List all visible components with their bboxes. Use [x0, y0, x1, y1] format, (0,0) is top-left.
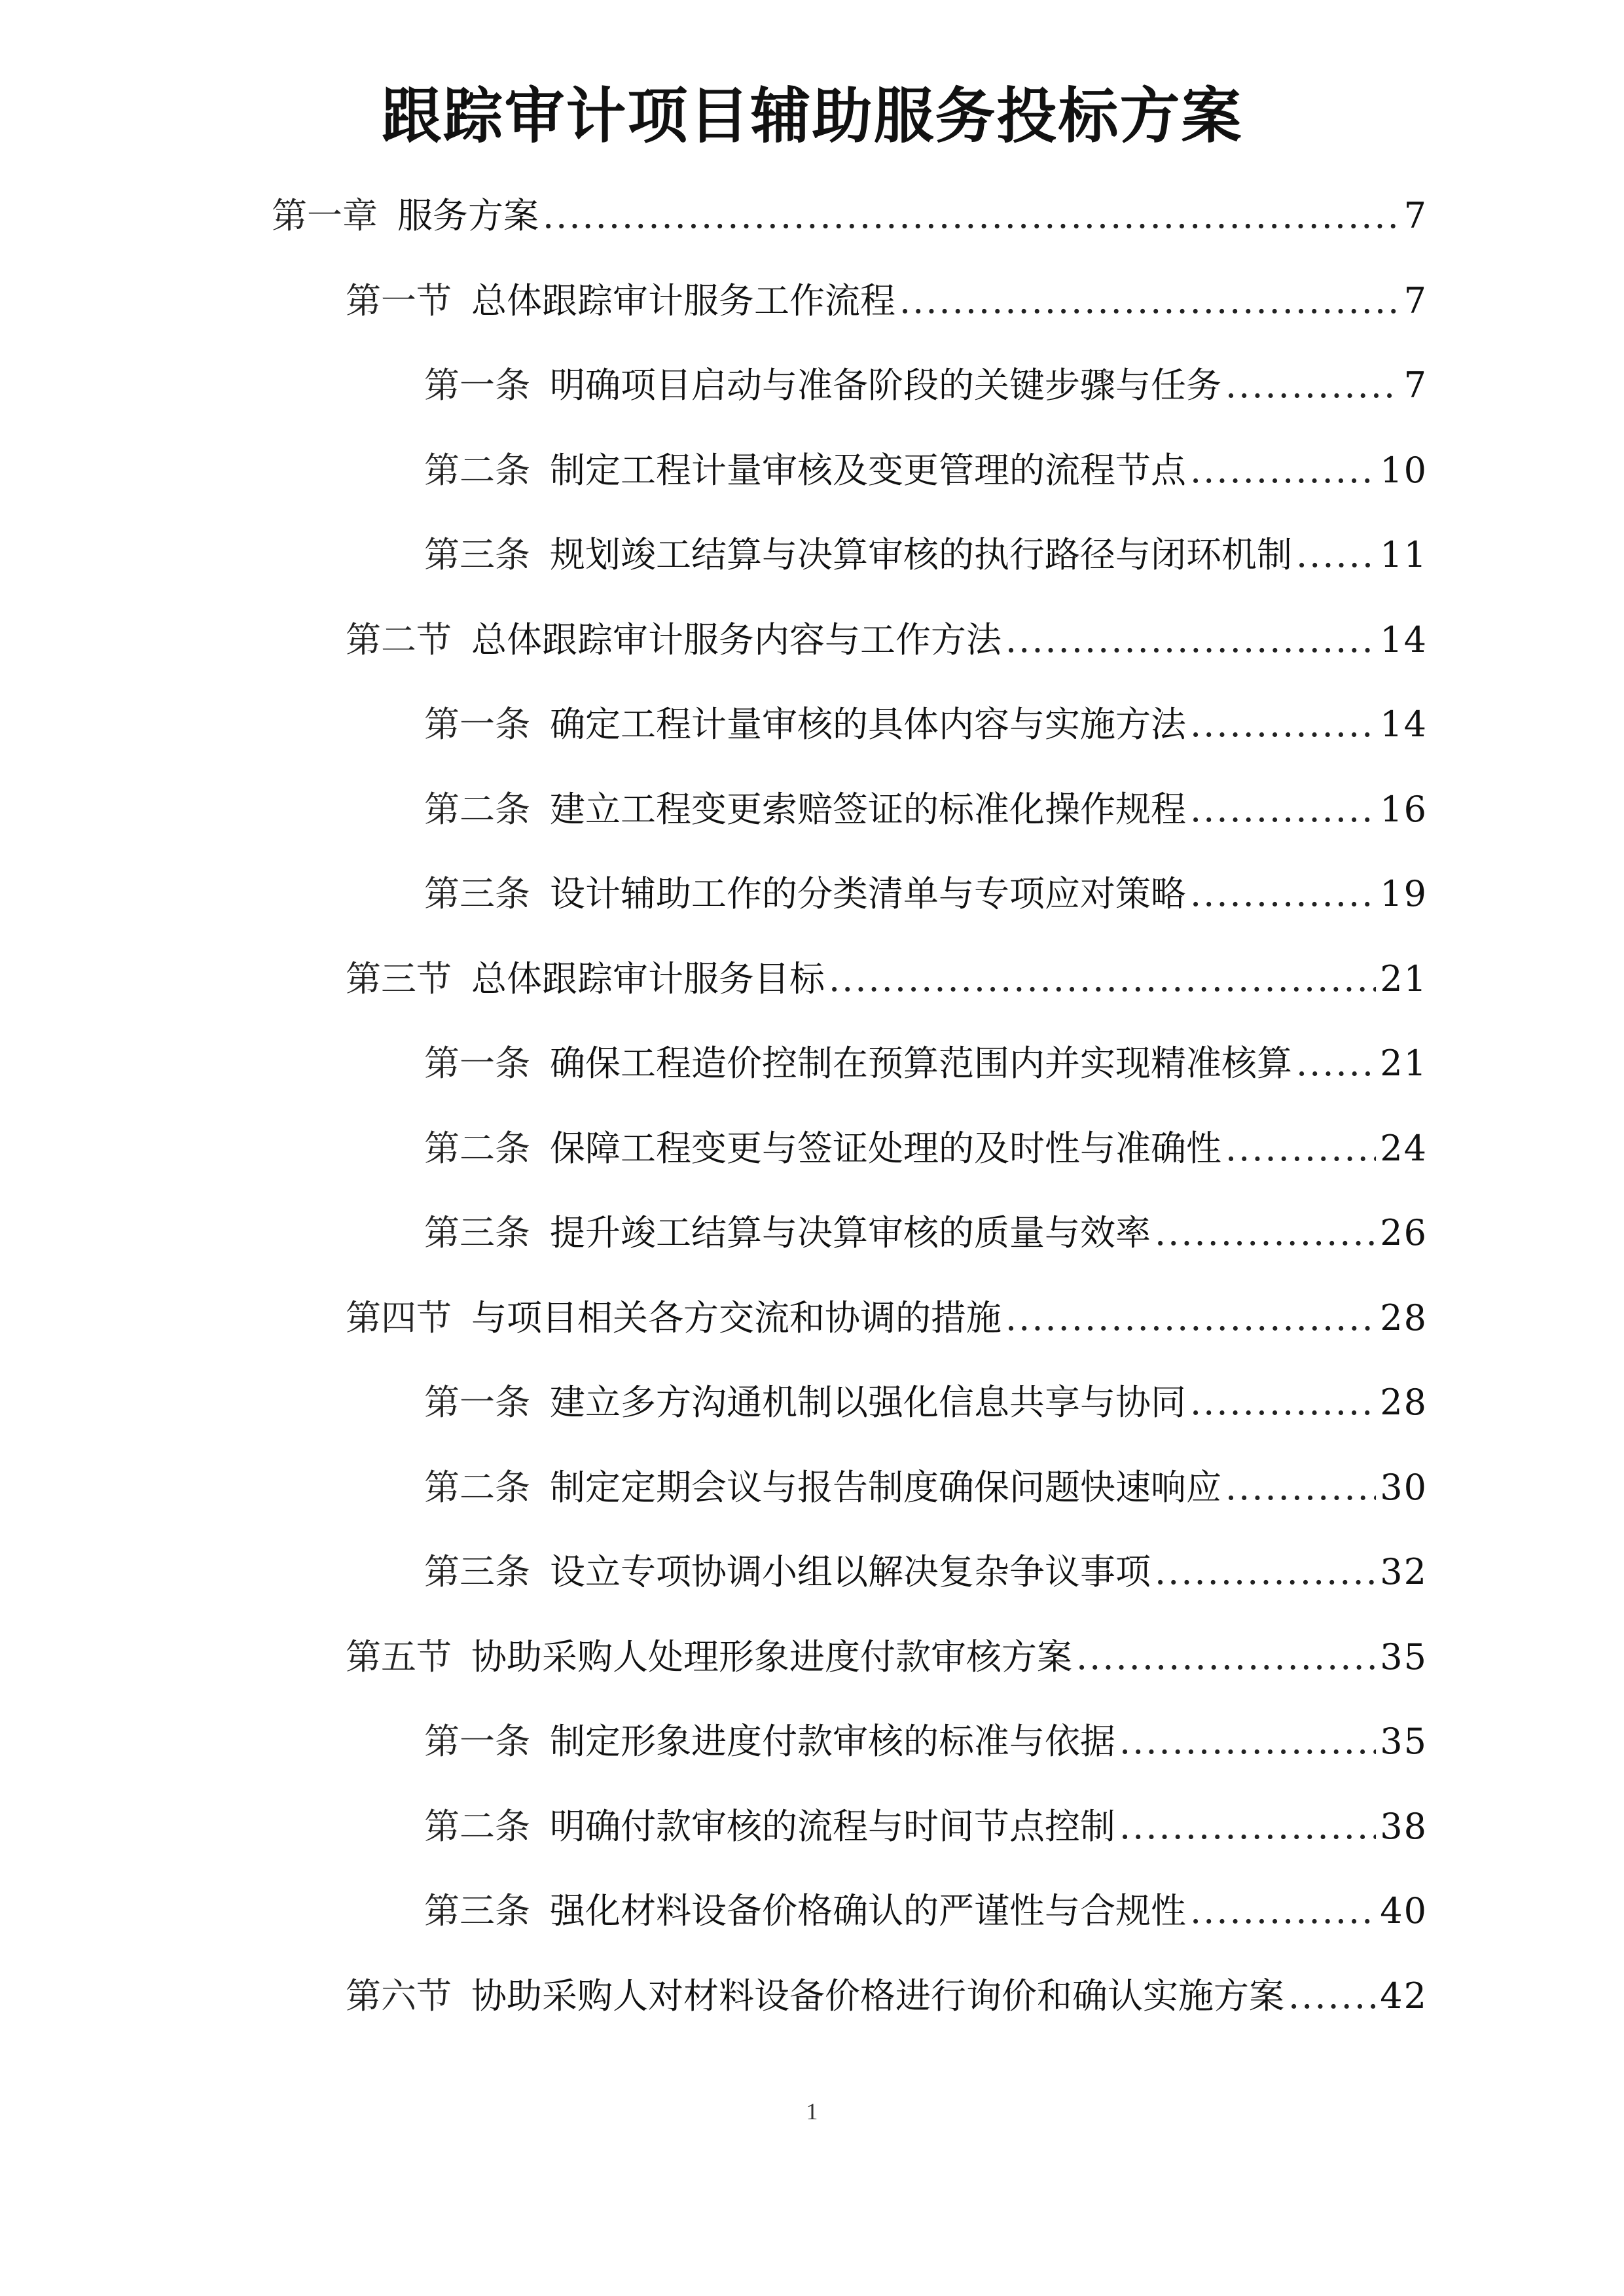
toc-entry-title: 建立多方沟通机制以强化信息共享与协同: [550, 1382, 1186, 1423]
toc-entry-page-number: 42: [1380, 1975, 1428, 2017]
document-title: 跟踪审计项目辅助服务投标方案: [381, 81, 1243, 151]
toc-entry-page-number: 16: [1380, 789, 1428, 830]
toc-entry-page-number: 11: [1380, 534, 1428, 575]
toc-entry-title: 制定形象进度付款审核的标准与依据: [550, 1721, 1115, 1762]
toc-entry-number: 第一条: [424, 1043, 530, 1084]
toc-article-entry[interactable]: [424, 1462, 1428, 1514]
toc-entry-page-number: 21: [1380, 958, 1428, 999]
toc-entry-title: 确定工程计量审核的具体内容与实施方法: [550, 704, 1186, 745]
toc-entry-number: 第二条: [424, 1467, 530, 1508]
toc-entry-title: 制定定期会议与报告制度确保问题快速响应: [550, 1467, 1221, 1508]
toc-article-entry[interactable]: [424, 1376, 1428, 1429]
toc-dot-leader: [1296, 1037, 1376, 1090]
toc-entry-page-number: 26: [1380, 1212, 1428, 1253]
toc-entry-number: 第五节: [346, 1636, 452, 1677]
toc-dot-leader: [1190, 698, 1376, 751]
toc-article-entry[interactable]: [424, 783, 1428, 836]
toc-article-entry[interactable]: [424, 698, 1428, 751]
toc-entry-page-number: 21: [1380, 1043, 1428, 1084]
toc-entry-number: 第一条: [424, 365, 530, 406]
toc-dot-leader: [1288, 1970, 1376, 2022]
toc-dot-leader: [1225, 1462, 1376, 1514]
toc-dot-leader: [899, 275, 1400, 327]
toc-entry-page-number: 38: [1380, 1806, 1428, 1847]
toc-article-entry[interactable]: [424, 444, 1428, 497]
toc-article-entry[interactable]: [424, 359, 1428, 412]
toc-article-entry[interactable]: [424, 1546, 1428, 1598]
toc-entry-number: 第三条: [424, 1890, 530, 1931]
toc-dot-leader: [1190, 444, 1376, 497]
toc-entry-page-number: 19: [1380, 873, 1428, 914]
toc-dot-leader: [1076, 1631, 1376, 1683]
toc-dot-leader: [1155, 1546, 1376, 1598]
toc-dot-leader: [1119, 1715, 1376, 1768]
toc-entry-number: 第二条: [424, 1806, 530, 1847]
toc-dot-leader: [1225, 359, 1400, 412]
toc-article-entry[interactable]: [424, 1207, 1428, 1259]
toc-entry-title: 确保工程造价控制在预算范围内并实现精准核算: [550, 1043, 1292, 1084]
toc-entry-title: 设计辅助工作的分类清单与专项应对策略: [550, 873, 1186, 914]
toc-entry-page-number: 28: [1380, 1297, 1428, 1338]
toc-article-entry[interactable]: [424, 1885, 1428, 1937]
toc-entry-page-number: 7: [1403, 195, 1428, 236]
toc-dot-leader: [829, 953, 1376, 1005]
toc-entry-number: 第四节: [346, 1297, 452, 1338]
toc-entry-number: 第二条: [424, 789, 530, 830]
toc-article-entry[interactable]: [424, 1715, 1428, 1768]
toc-section-entry[interactable]: [346, 275, 1428, 327]
toc-entry-title: 明确项目启动与准备阶段的关键步骤与任务: [550, 365, 1221, 406]
toc-dot-leader: [1119, 1801, 1376, 1853]
toc-entry-title: 建立工程变更索赔签证的标准化操作规程: [550, 789, 1186, 830]
toc-chapter-entry[interactable]: [272, 190, 1428, 242]
toc-entry-number: 第一章: [272, 195, 378, 236]
toc-dot-leader: [1190, 868, 1376, 920]
toc-entry-number: 第三条: [424, 1212, 530, 1253]
toc-entry-number: 第一条: [424, 1382, 530, 1423]
toc-entry-number: 第一条: [424, 1721, 530, 1762]
toc-entry-page-number: 35: [1380, 1636, 1428, 1677]
toc-entry-number: 第六节: [346, 1975, 452, 2017]
toc-entry-title: 明确付款审核的流程与时间节点控制: [550, 1806, 1115, 1847]
toc-dot-leader: [1155, 1207, 1376, 1259]
toc-entry-number: 第三条: [424, 534, 530, 575]
toc-section-entry[interactable]: [346, 614, 1428, 666]
toc-article-entry[interactable]: [424, 1037, 1428, 1090]
toc-entry-page-number: 28: [1380, 1382, 1428, 1423]
toc-article-entry[interactable]: [424, 529, 1428, 581]
toc-entry-page-number: 32: [1380, 1551, 1428, 1592]
toc-entry-title: 强化材料设备价格确认的严谨性与合规性: [550, 1890, 1186, 1931]
toc-entry-page-number: 24: [1380, 1128, 1428, 1169]
toc-entry-title: 总体跟踪审计服务工作流程: [471, 280, 895, 321]
toc-dot-leader: [1190, 1885, 1376, 1937]
toc-dot-leader: [1190, 783, 1376, 836]
toc-dot-leader: [1005, 614, 1376, 666]
toc-dot-leader: [1225, 1122, 1376, 1175]
toc-article-entry[interactable]: [424, 1122, 1428, 1175]
toc-dot-leader: [1296, 529, 1376, 581]
toc-dot-leader: [1190, 1376, 1376, 1429]
toc-entry-title: 协助采购人处理形象进度付款审核方案: [471, 1636, 1072, 1677]
toc-entry-number: 第三条: [424, 873, 530, 914]
toc-section-entry[interactable]: [346, 953, 1428, 1005]
toc-entry-number: 第一节: [346, 280, 452, 321]
toc-section-entry[interactable]: [346, 1292, 1428, 1344]
toc-section-entry[interactable]: [346, 1631, 1428, 1683]
toc-entry-number: 第三节: [346, 958, 452, 999]
toc-entry-page-number: 10: [1380, 450, 1428, 491]
toc-entry-title: 与项目相关各方交流和协调的措施: [471, 1297, 1001, 1338]
toc-entry-title: 设立专项协调小组以解决复杂争议事项: [550, 1551, 1151, 1592]
toc-entry-title: 服务方案: [397, 195, 539, 236]
toc-dot-leader: [543, 190, 1400, 242]
toc-entry-title: 制定工程计量审核及变更管理的流程节点: [550, 450, 1186, 491]
toc-entry-page-number: 40: [1380, 1890, 1428, 1931]
toc-entry-title: 协助采购人对材料设备价格进行询价和确认实施方案: [471, 1975, 1284, 2017]
toc-entry-page-number: 14: [1380, 704, 1428, 745]
toc-article-entry[interactable]: [424, 1801, 1428, 1853]
toc-entry-page-number: 35: [1380, 1721, 1428, 1762]
toc-entry-number: 第三条: [424, 1551, 530, 1592]
toc-entry-page-number: 30: [1380, 1467, 1428, 1508]
toc-entry-number: 第二条: [424, 450, 530, 491]
toc-entry-page-number: 7: [1403, 365, 1428, 406]
toc-entry-number: 第二条: [424, 1128, 530, 1169]
toc-entry-page-number: 7: [1403, 280, 1428, 321]
toc-entry-title: 保障工程变更与签证处理的及时性与准确性: [550, 1128, 1221, 1169]
toc-entry-number: 第一条: [424, 704, 530, 745]
toc-entry-number: 第二节: [346, 619, 452, 660]
toc-entry-title: 规划竣工结算与决算审核的执行路径与闭环机制: [550, 534, 1292, 575]
toc-dot-leader: [1005, 1292, 1376, 1344]
toc-entry-title: 提升竣工结算与决算审核的质量与效率: [550, 1212, 1151, 1253]
toc-entry-page-number: 14: [1380, 619, 1428, 660]
toc-entry-title: 总体跟踪审计服务目标: [471, 958, 825, 999]
page-number: 1: [806, 2098, 818, 2125]
toc-section-entry[interactable]: [346, 1970, 1428, 2022]
toc-article-entry[interactable]: [424, 868, 1428, 920]
toc-entry-title: 总体跟踪审计服务内容与工作方法: [471, 619, 1001, 660]
